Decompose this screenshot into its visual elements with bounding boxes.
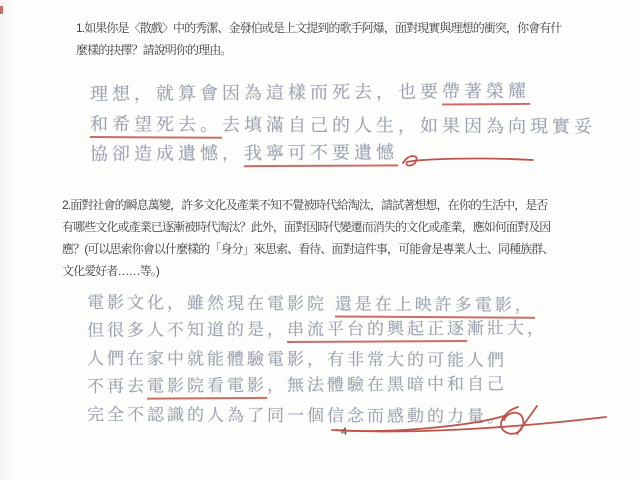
answer-2-line: [87, 369, 547, 400]
answer-1-line: [90, 76, 596, 110]
question-2: [62, 194, 554, 282]
handwriting-segment: 協卻造成遺憾，: [89, 143, 245, 164]
question-1-line: 1.如果你是〈散戲〉中的秀潔、金發伯或是上文提到的歌手阿爆，面對現實與理想的衝突，你會有什: [76, 21, 562, 35]
question-2-line: 應？(可以思索你會以什麼樣的「身分」來思索、看待、面對這件事，可能會是專業人士、同種族群、: [62, 242, 554, 256]
red-underlined-text: 還是在上映許多電影，: [335, 295, 535, 319]
handwriting-segment: 理想，就算會因為這樣而死去，也要: [89, 81, 443, 104]
handwriting-segment: 電影文化，雖然現在電影院: [86, 293, 335, 314]
question-2-line: 有哪些文化或產業已逐漸被時代淘汰？此外，面對因時代變遷而消失的文化或產業，應如何面對及因: [62, 220, 551, 234]
handwriting-segment: 完全不認識的人為了同一個信念而感動的力量。: [86, 405, 508, 427]
handwriting-segment: 漸壯大，: [466, 318, 548, 339]
red-underlined-text: 帶著榮耀: [442, 81, 530, 106]
handwriting-segment: ，無法體驗在黑暗中和自己: [266, 374, 508, 395]
question-2-line: 2.面對社會的瞬息萬變，許多文化及產業不知不覺被時代給淘汰，請試著想想，在你的生活中，是否: [62, 198, 548, 212]
question-1-line: 麼樣的抉擇？請說明你的理由。: [76, 43, 232, 57]
red-underlined-text: 我寧可不要遺憾: [244, 142, 398, 167]
answer-2-line: [87, 314, 547, 344]
scan-artifact-dot: [0, 6, 3, 14]
handwriting-segment: 但很多人不知道的是，: [86, 319, 288, 340]
handwriting-segment: 去填滿自己的人生，如果因為向現實妥: [221, 114, 597, 137]
handwriting-segment: 不再去: [86, 376, 148, 396]
question-1: [76, 17, 562, 61]
page-number: 4: [341, 426, 348, 438]
red-underlined-text: 串流平台的興起正逐: [287, 319, 467, 343]
red-underlined-text: 和希望死去。: [90, 114, 222, 139]
red-squiggle-mark: [395, 150, 535, 172]
red-underlined-text: 電影院看電影: [147, 376, 267, 400]
handwriting-segment: 人們在家中就能體驗電影，有非常大的可能人們: [86, 349, 508, 370]
question-2-line: 文化愛好者……等。): [62, 264, 159, 278]
